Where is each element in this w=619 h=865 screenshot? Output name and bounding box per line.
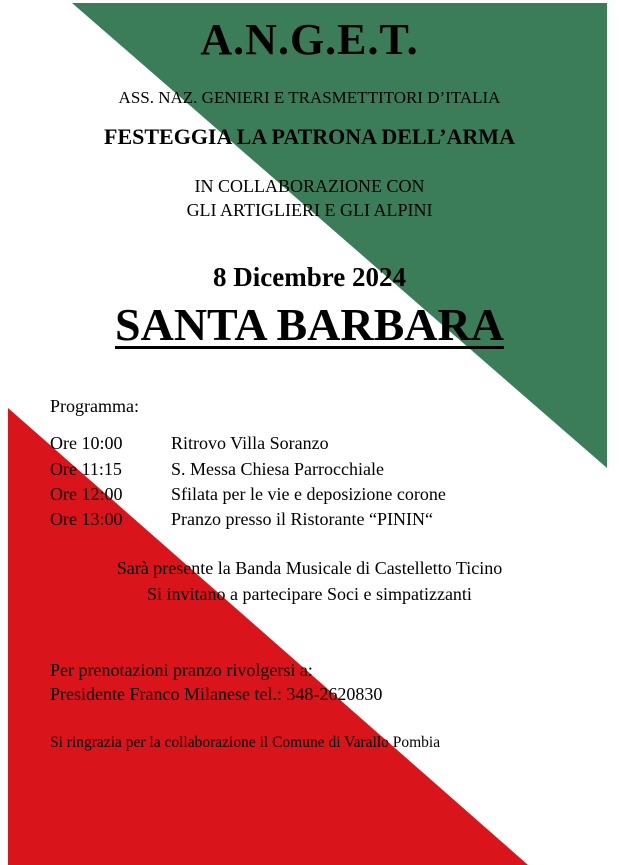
program-time: Ore 11:15 <box>50 459 122 479</box>
headline: FESTEGGIA LA PATRONA DELL’ARMA <box>104 124 515 149</box>
organization-title: A.N.G.E.T. <box>200 15 419 64</box>
program-description: Sfilata per le vie e deposizione corone <box>171 484 446 504</box>
booking-info: Per prenotazioni pranzo rivolgersi a: <box>50 660 313 680</box>
thanks-note: Si ringrazia per la collaborazione il Comune di Varallo Pombia <box>50 734 441 751</box>
program-time: Ore 13:00 <box>50 509 123 529</box>
program-time: Ore 10:00 <box>50 433 123 453</box>
program-description: S. Messa Chiesa Parrocchiale <box>171 459 384 479</box>
program-label: Programma: <box>50 396 139 416</box>
collaboration-line-2: GLI ARTIGLIERI E GLI ALPINI <box>186 200 433 220</box>
band-note: Sarà presente la Banda Musicale di Castelletto Ticino <box>116 558 503 578</box>
organization-subtitle: ASS. NAZ. GENIERI E TRASMETTITORI D’ITALIA <box>118 88 501 107</box>
event-date: 8 Dicembre 2024 <box>213 262 406 292</box>
event-name: SANTA BARBARA <box>115 299 504 350</box>
booking-contact: Presidente Franco Milanese tel.: 348-2620830 <box>50 684 383 704</box>
program-description: Pranzo presso il Ristorante “PININ“ <box>171 509 433 529</box>
green-triangle <box>72 3 607 468</box>
program-description: Ritrovo Villa Soranzo <box>171 433 329 453</box>
invitation-note: Si invitano a partecipare Soci e simpatizzanti <box>147 584 472 604</box>
program-time: Ore 12:00 <box>50 484 123 504</box>
collaboration-line-1: IN COLLABORAZIONE CON <box>194 176 425 196</box>
